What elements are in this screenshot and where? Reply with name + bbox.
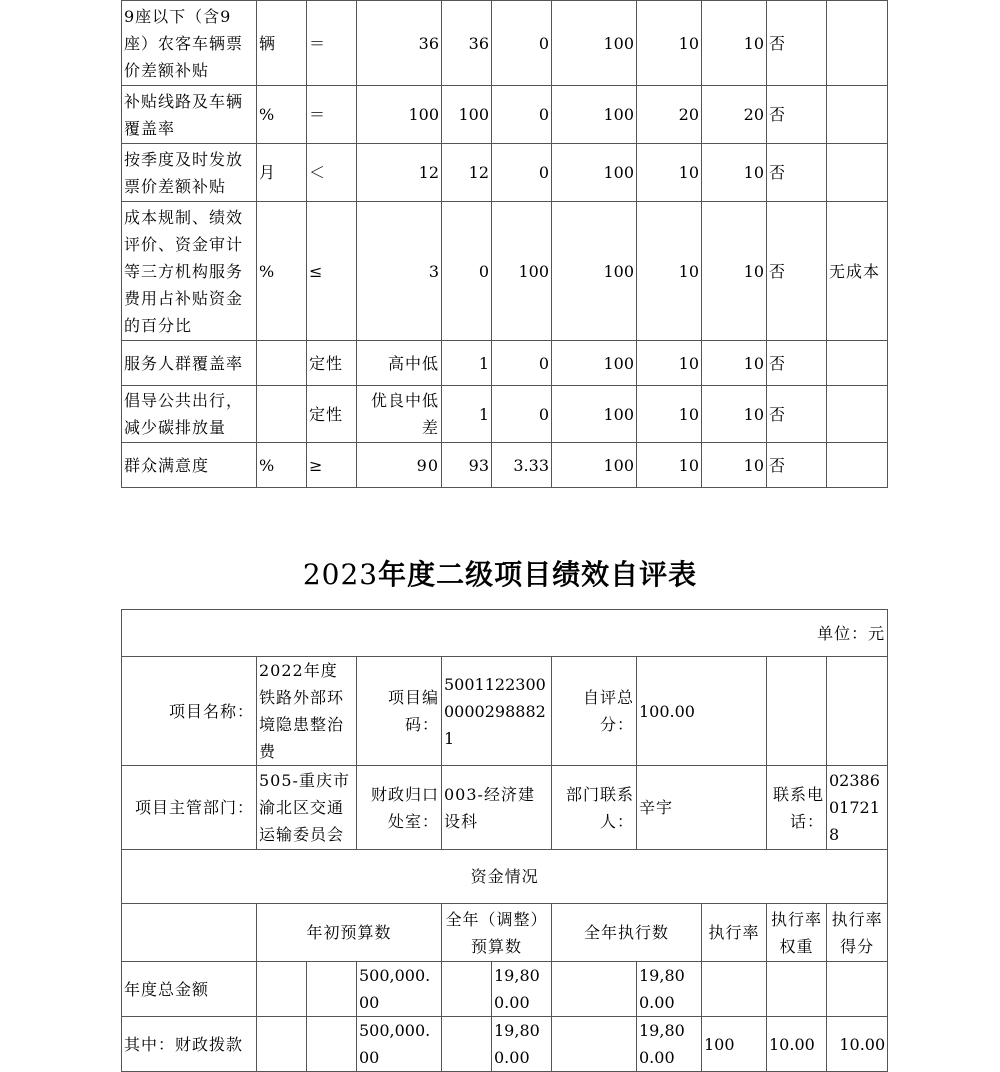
indicator-actual: 0 — [442, 202, 492, 341]
indicator-operator: ≤ — [307, 202, 357, 341]
indicator-flag: 否 — [767, 144, 827, 202]
indicator-row — [122, 86, 888, 144]
funds-executed-value: 19,800.00 — [637, 962, 702, 1017]
funds-initial-value: 500,000.00 — [357, 1017, 442, 1072]
project-info-row-1 — [122, 657, 888, 766]
indicator-name: 成本规制、绩效评价、资金审计等三方机构服务费用占补贴资金的百分比 — [122, 202, 257, 341]
indicator-score-rate: 100 — [552, 443, 637, 488]
indicator-row — [122, 1, 888, 86]
indicator-remark — [827, 1, 888, 86]
indicator-flag: 否 — [767, 86, 827, 144]
indicator-operator: 定性 — [307, 341, 357, 386]
funds-executed-value: 19,800.00 — [637, 1017, 702, 1072]
project-name-label: 项目名称： — [122, 657, 257, 766]
indicator-unit — [257, 341, 307, 386]
empty-cell — [122, 904, 257, 962]
indicator-remark — [827, 144, 888, 202]
empty-cell — [827, 657, 888, 766]
indicator-operator: ＜ — [307, 144, 357, 202]
indicator-target: 12 — [357, 144, 442, 202]
indicator-actual: 100 — [442, 86, 492, 144]
funds-score-value: 10.00 — [827, 1017, 888, 1072]
indicator-unit — [257, 386, 307, 443]
indicator-deviation: 0 — [492, 86, 552, 144]
indicator-weight: 10 — [637, 1, 702, 86]
contact-value: 辛宇 — [637, 766, 767, 850]
funds-rate-value: 100 — [702, 1017, 767, 1072]
indicator-row — [122, 386, 888, 443]
funds-weight-value: 10.00 — [767, 1017, 827, 1072]
indicator-actual: 93 — [442, 443, 492, 488]
funds-adjusted-value: 19,800.00 — [492, 1017, 552, 1072]
indicator-score: 10 — [702, 341, 767, 386]
indicator-row — [122, 144, 888, 202]
indicator-name: 9座以下（含9座）农客车辆票价差额补贴 — [122, 1, 257, 86]
funds-row-label: 年度总金额 — [122, 962, 257, 1017]
indicator-score: 10 — [702, 386, 767, 443]
indicator-weight: 10 — [637, 341, 702, 386]
header-exec-rate: 执行率 — [702, 904, 767, 962]
indicator-operator: ＝ — [307, 86, 357, 144]
indicator-remark: 无成本 — [827, 202, 888, 341]
indicator-actual: 12 — [442, 144, 492, 202]
indicator-target: 优良中低差 — [357, 386, 442, 443]
indicator-weight: 10 — [637, 386, 702, 443]
empty-cell — [307, 962, 357, 1017]
indicator-score: 10 — [702, 1, 767, 86]
indicator-operator: ≥ — [307, 443, 357, 488]
funds-adjusted-value: 19,800.00 — [492, 962, 552, 1017]
funds-row-label: 其中：财政拨款 — [122, 1017, 257, 1072]
indicator-unit: % — [257, 202, 307, 341]
funds-section-title: 资金情况 — [122, 850, 888, 904]
indicator-score-rate: 100 — [552, 86, 637, 144]
indicator-actual: 1 — [442, 386, 492, 443]
funds-header-row — [122, 904, 888, 962]
indicator-name: 群众满意度 — [122, 443, 257, 488]
empty-cell — [767, 657, 827, 766]
indicator-score-rate: 100 — [552, 341, 637, 386]
unit-label: 单位：元 — [122, 610, 888, 657]
header-adjusted-budget: 全年（调整）预算数 — [442, 904, 552, 962]
indicator-unit: % — [257, 86, 307, 144]
project-code-value: 500112230000002988821 — [442, 657, 552, 766]
indicator-target: 90 — [357, 443, 442, 488]
indicator-score-rate: 100 — [552, 386, 637, 443]
indicator-remark — [827, 386, 888, 443]
project-info-row-2 — [122, 766, 888, 850]
funds-score-value — [827, 962, 888, 1017]
dept-label: 项目主管部门： — [122, 766, 257, 850]
indicator-target: 36 — [357, 1, 442, 86]
indicator-flag: 否 — [767, 443, 827, 488]
indicator-name: 服务人群覆盖率 — [122, 341, 257, 386]
indicator-score: 10 — [702, 202, 767, 341]
indicator-score-rate: 100 — [552, 202, 637, 341]
title-year: 2023 — [302, 558, 379, 591]
project-code-label: 项目编码： — [357, 657, 442, 766]
header-rate-weight: 执行率权重 — [767, 904, 827, 962]
empty-cell — [257, 962, 307, 1017]
dept-value: 505-重庆市渝北区交通运输委员会 — [257, 766, 357, 850]
self-score-label: 自评总分： — [552, 657, 637, 766]
contact-label: 部门联系人： — [552, 766, 637, 850]
indicator-deviation: 100 — [492, 202, 552, 341]
header-rate-score: 执行率得分 — [827, 904, 888, 962]
indicator-table — [121, 0, 888, 488]
indicator-score-rate: 100 — [552, 144, 637, 202]
indicator-unit: % — [257, 443, 307, 488]
indicator-row — [122, 202, 888, 341]
indicator-target: 3 — [357, 202, 442, 341]
indicator-deviation: 0 — [492, 144, 552, 202]
indicator-deviation: 0 — [492, 1, 552, 86]
page-title — [0, 553, 1000, 593]
indicator-score: 20 — [702, 86, 767, 144]
indicator-actual: 1 — [442, 341, 492, 386]
office-label: 财政归口处室： — [357, 766, 442, 850]
indicator-name: 倡导公共出行，减少碳排放量 — [122, 386, 257, 443]
indicator-flag: 否 — [767, 1, 827, 86]
title-text: 年度二级项目绩效自评表 — [378, 558, 698, 591]
funds-rate-value — [702, 962, 767, 1017]
indicator-score: 10 — [702, 443, 767, 488]
indicator-flag: 否 — [767, 386, 827, 443]
indicator-operator: 定性 — [307, 386, 357, 443]
funds-initial-value: 500,000.00 — [357, 962, 442, 1017]
indicator-row — [122, 341, 888, 386]
indicator-weight: 10 — [637, 144, 702, 202]
header-initial-budget: 年初预算数 — [257, 904, 442, 962]
empty-cell — [442, 962, 492, 1017]
self-score-value: 100.00 — [637, 657, 767, 766]
indicator-flag: 否 — [767, 341, 827, 386]
office-value: 003-经济建设科 — [442, 766, 552, 850]
phone-value: 02386017218 — [827, 766, 888, 850]
indicator-score: 10 — [702, 144, 767, 202]
indicator-deviation: 3.33 — [492, 443, 552, 488]
funds-section-row — [122, 850, 888, 904]
funds-row-total — [122, 962, 888, 1017]
indicator-weight: 20 — [637, 86, 702, 144]
indicator-remark — [827, 341, 888, 386]
unit-row — [122, 610, 888, 657]
indicator-score-rate: 100 — [552, 1, 637, 86]
project-name-value: 2022年度铁路外部环境隐患整治费 — [257, 657, 357, 766]
indicator-row — [122, 443, 888, 488]
header-executed: 全年执行数 — [552, 904, 702, 962]
indicator-name: 按季度及时发放票价差额补贴 — [122, 144, 257, 202]
indicator-target: 100 — [357, 86, 442, 144]
indicator-weight: 10 — [637, 443, 702, 488]
project-table — [121, 609, 888, 1072]
indicator-unit: 月 — [257, 144, 307, 202]
indicator-target: 高中低 — [357, 341, 442, 386]
indicator-remark — [827, 86, 888, 144]
indicator-unit: 辆 — [257, 1, 307, 86]
indicator-weight: 10 — [637, 202, 702, 341]
empty-cell — [552, 962, 637, 1017]
indicator-flag: 否 — [767, 202, 827, 341]
indicator-deviation: 0 — [492, 341, 552, 386]
indicator-actual: 36 — [442, 1, 492, 86]
phone-label: 联系电话： — [767, 766, 827, 850]
indicator-remark — [827, 443, 888, 488]
indicator-deviation: 0 — [492, 386, 552, 443]
indicator-operator: ＝ — [307, 1, 357, 86]
funds-weight-value — [767, 962, 827, 1017]
indicator-name: 补贴线路及车辆覆盖率 — [122, 86, 257, 144]
